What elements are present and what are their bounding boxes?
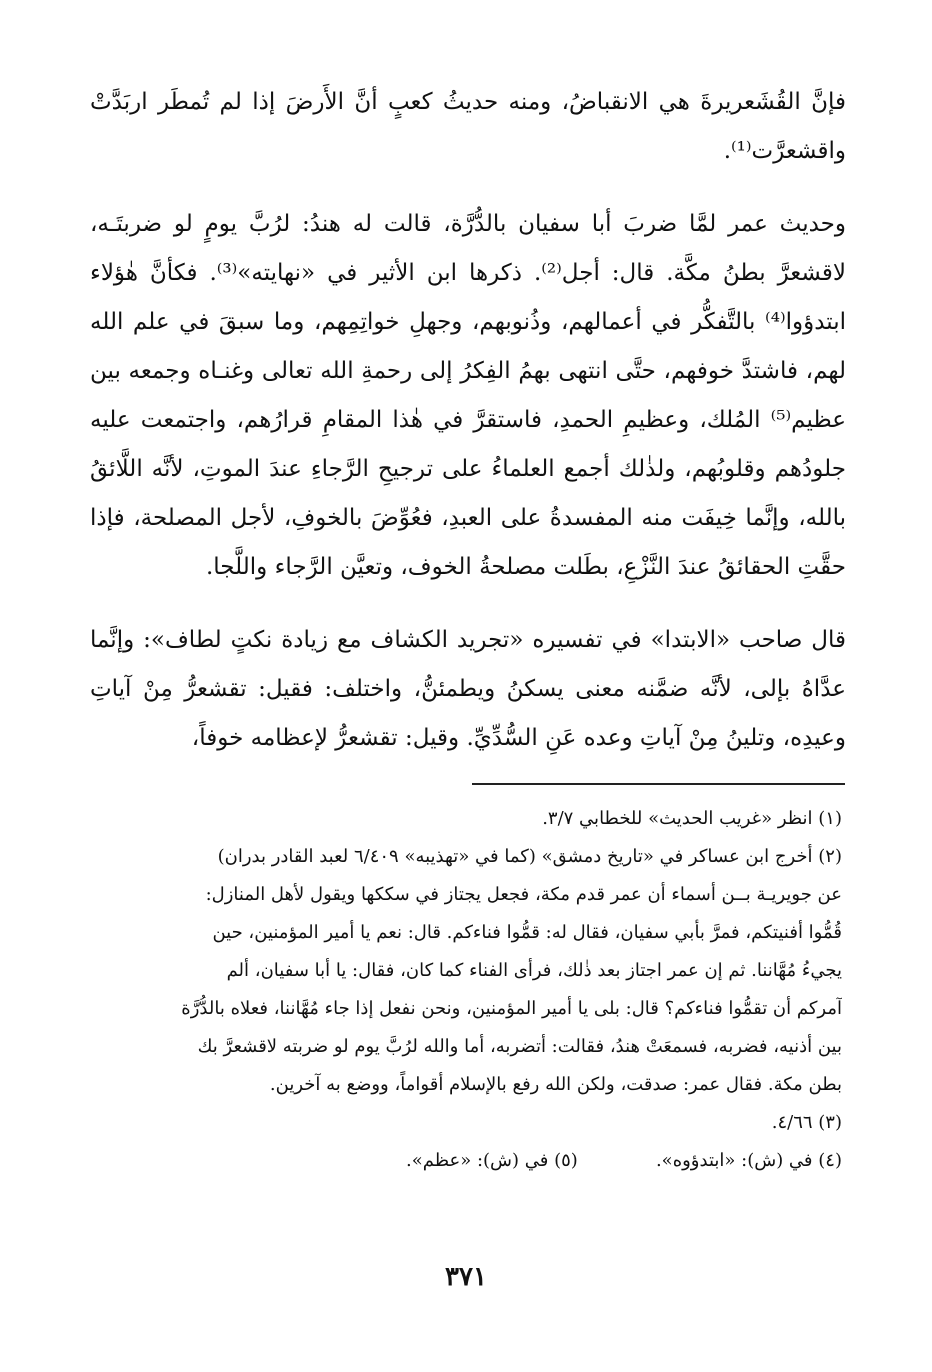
paragraph-2: وحديث عمر لمَّا ضربَ أبا سفيان بالدُّرَّة، قالت له هندُ: لرُبَّ يومٍ لو ضربتَـه، لاقشعرَّ بطنُ مكَّة. قال: أجل⁽²⁾. ذكرها ابن الأثير في «نهايته»⁽³⁾. فكأنَّ هٰؤلاء ابتدؤوا⁽⁴⁾ بالتَّفكُّر في أعمالهم، وذُنوبهم، وجهلِ خواتِمِهم، وما سبقَ في علم الله لهم، فاشتدَّ خوفهم، حتَّى انتهى بهمُ الفِكرُ إلى رحمةِ الله تعالى وغنـاه وجمعه بين عظيم⁽⁵⁾ المُلك، وعظيمِ الحمدِ، فاستقرَّ في هٰذا المقامِ قرارُهم، واجتمعت عليه جلودُهم وقلوبُهم، ولذٰلك أجمع العلماءُ على ترجيحِ الرَّجاءِ عندَ الموتِ، لأنَّه اللَّائقُ بالله، وإنَّما خِيفَت منه المفسدةُ على العبدِ، فعُوِّضَ بالخوفِ، لأجل المصلحة، فإذا حقَّتِ الحقائقُ عندَ النَّزْعِ، بطَلت مصلحةُ الخوف، وتعيَّن الرَّجاء واللَّجا. [90, 211, 847, 580]
footnote-2-line-7: بطن مكة. فقال عمر: صدقت، ولكن الله رفع بالإسلام أقواماً، ووضع به آخرين. [269, 1074, 842, 1095]
footnotes [96, 800, 842, 1180]
footnote-row-4-5 [96, 1142, 842, 1180]
footnote-2-line-6: بين أذنيه، فضربه، فسمعَتْ هندُ، فقالت: أتضربه، أما والله لرُبَّ يوم لو ضربته لاقشعرَّ بك [197, 1036, 842, 1057]
paragraph-1: فإنَّ القُشَعريرةَ هي الانقباضُ، ومنه حديثُ كعبٍ أنَّ الأَرضَ إذا لم تُمطَر اربَدَّتْ واقشعرَّت⁽¹⁾. [90, 89, 846, 164]
footnote-2-line-5: آمركم أن تقمُّوا فناءكم؟ قال: بلى يا أمير المؤمنين، ونحن نفعل إذا جاء مُهَّاننا، فعلاه بالدُّرَّة [181, 998, 842, 1019]
footnote-2-line-1: (٢) أخرج ابن عساكر في «تاريخ دمشق» (كما في «تهذيبه» ٦/٤٠٩ لعبد القادر بدران) [217, 846, 842, 867]
page-number: ٣٧١ [445, 1262, 487, 1292]
footnote-5: (٥) في (ش): «عظم». [406, 1150, 578, 1171]
main-text [90, 78, 846, 763]
footnote-divider [472, 783, 845, 785]
footnote-2-line-4: يجيءُ مُهَّاننا. ثم إن عمر اجتاز بعد ذٰلك، فرأى الفناء كما كان، فقال: يا أبا سفيان، ألم [226, 960, 842, 981]
footnote-1: (١) انظر «غريب الحديث» للخطابي ٣/٧. [542, 808, 842, 829]
footnote-4: (٤) في (ش): «ابتدؤوه». [655, 1150, 842, 1171]
footnote-2-line-2: عن جويريـة بــن أسماء أن عمر قدم مكة، فجعل يجتاز في سككها ويقول لأهل المنازل: [205, 884, 842, 905]
footnote-2-line-3: قُمُّوا أفنيتكم، فمرَّ بأبي سفيان، فقال له: قمُّوا فناءكم. قال: نعم يا أمير المؤمنين، حين [212, 922, 842, 943]
footnote-3: (٣) ٤/٦٦. [771, 1112, 842, 1133]
paragraph-3: قال صاحب «الابتدا» في تفسيره «تجريد الكشاف مع زيادة نكتٍ لطاف»: وإنَّما عدَّاهُ بإلى، لأنَّه ضمَّنه معنى يسكنُ ويطمئنُّ، واختلف: فقيل: تقشعرُّ مِنْ آياتِ وعيدِه، وتلينُ مِنْ آياتِ وعده عَنِ السُّدِّيِّ. وقيل: تقشعرُّ لإعظامه خوفاً، [90, 627, 846, 751]
